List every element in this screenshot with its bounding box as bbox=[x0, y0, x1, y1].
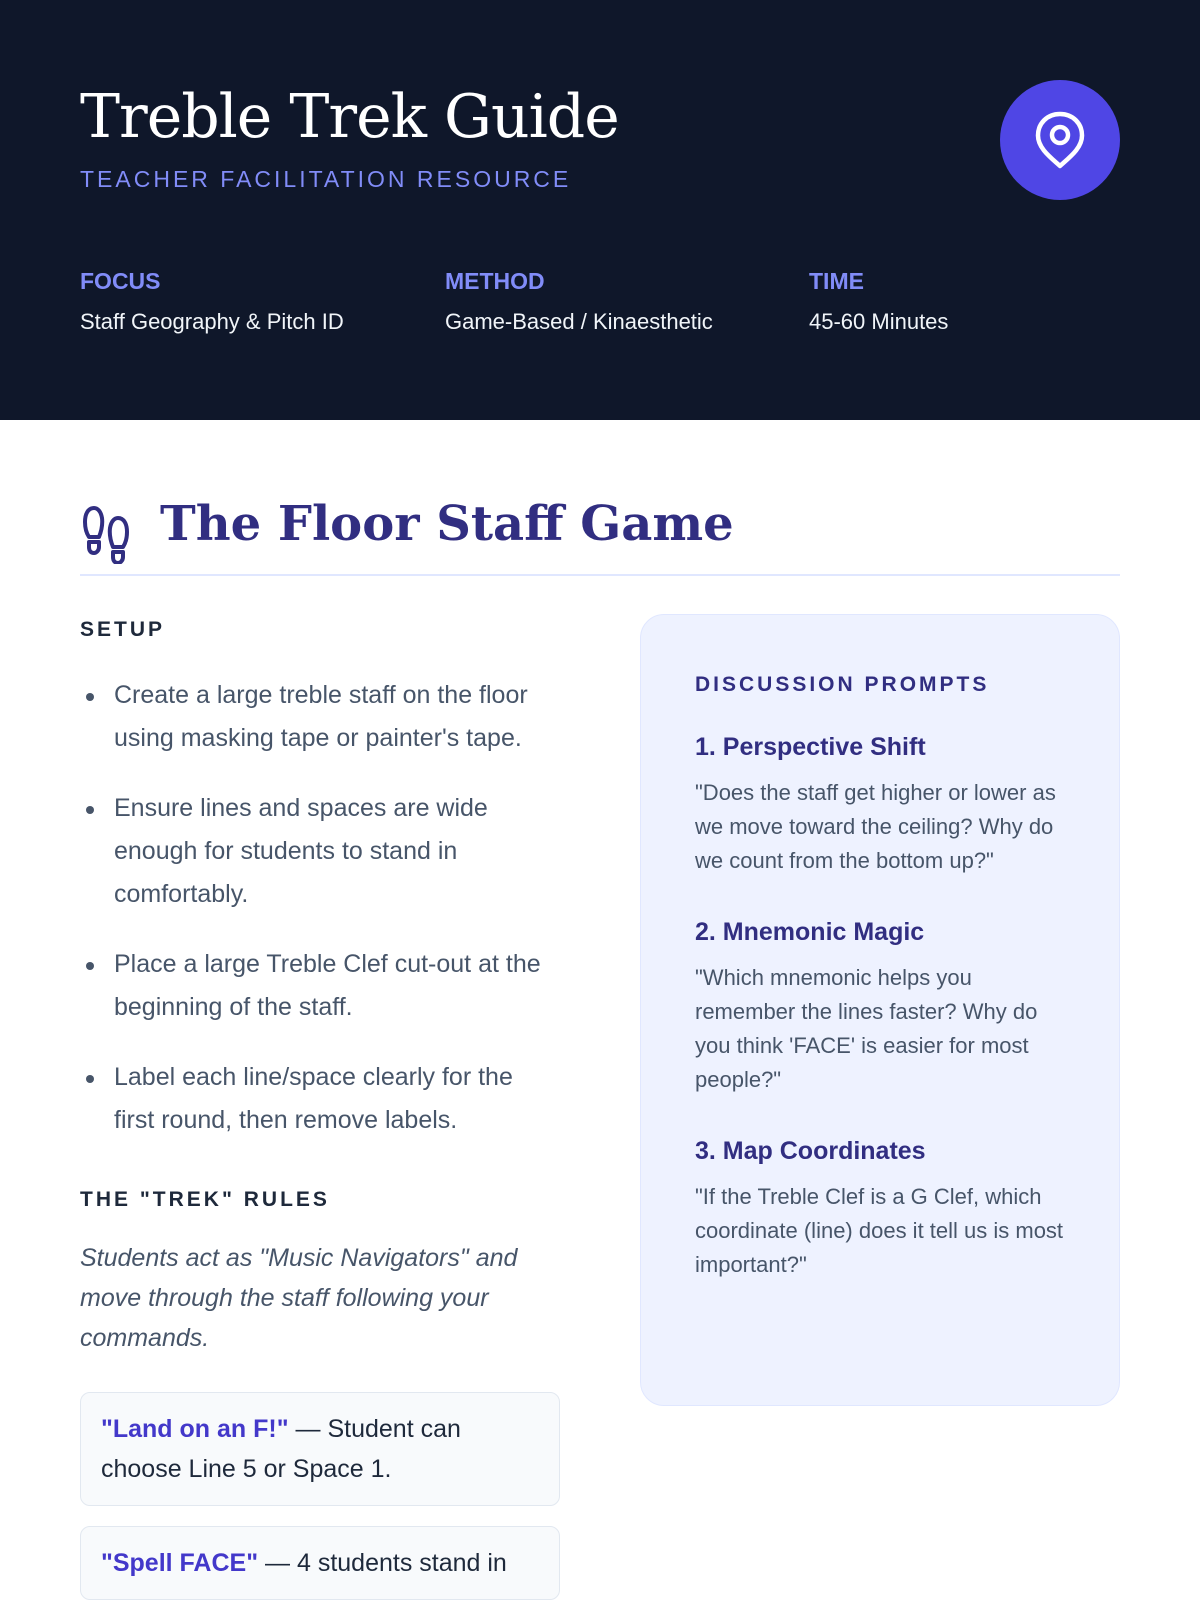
setup-item: Ensure lines and spaces are wide enough for students to stand in comfortably. bbox=[80, 787, 560, 916]
command-card bbox=[80, 1526, 560, 1600]
page-title: Treble Trek Guide bbox=[80, 82, 619, 152]
prompt-title: 3. Map Coordinates bbox=[695, 1137, 926, 1165]
meta-method-value: Game-Based / Kinaesthetic bbox=[445, 309, 713, 334]
footprints-icon bbox=[80, 504, 132, 564]
section-title: The Floor Staff Game bbox=[160, 496, 734, 552]
map-pin-icon bbox=[1032, 110, 1088, 170]
command-key: "Land on an F!" bbox=[101, 1415, 289, 1443]
prompt-title: 1. Perspective Shift bbox=[695, 733, 926, 761]
header-banner bbox=[0, 0, 1200, 420]
command-key: "Spell FACE" bbox=[101, 1549, 259, 1577]
page-subtitle: TEACHER FACILITATION RESOURCE bbox=[80, 166, 572, 192]
command-text: — 4 students stand in bbox=[258, 1549, 507, 1577]
discussion-prompt bbox=[695, 1137, 1065, 1282]
prompt-text: "Does the staff get higher or lower as we move toward the ceiling? Why do we count from the bottom up?" bbox=[695, 780, 1056, 873]
discussion-heading: DISCUSSION PROMPTS bbox=[695, 673, 990, 696]
prompt-text: "If the Treble Clef is a G Clef, which coordinate (line) does it tell us is most important?" bbox=[695, 1184, 1064, 1277]
meta-method-label: METHOD bbox=[445, 268, 545, 294]
command-text: — Student can choose Line 5 or Space 1. bbox=[101, 1415, 461, 1483]
prompt-title: 2. Mnemonic Magic bbox=[695, 918, 925, 946]
meta-focus-value: Staff Geography & Pitch ID bbox=[80, 309, 344, 334]
rules-intro: Students act as "Music Navigators" and move through the staff following your commands. bbox=[80, 1244, 518, 1352]
setup-item: Create a large treble staff on the floor using masking tape or painter's tape. bbox=[80, 674, 560, 760]
map-pin-badge bbox=[1000, 80, 1120, 200]
meta-method bbox=[445, 268, 713, 335]
command-card bbox=[80, 1392, 560, 1506]
setup-heading: SETUP bbox=[80, 618, 166, 641]
setup-list bbox=[80, 674, 560, 1142]
discussion-card bbox=[640, 614, 1120, 1406]
setup-item: Place a large Treble Clef cut-out at the beginning of the staff. bbox=[80, 943, 560, 1029]
setup-column bbox=[80, 618, 560, 1600]
discussion-prompt bbox=[695, 918, 1065, 1097]
section-header bbox=[80, 496, 1120, 576]
meta-time bbox=[809, 268, 948, 335]
meta-time-label: TIME bbox=[809, 268, 864, 294]
prompt-text: "Which mnemonic helps you remember the lines faster? Why do you think 'FACE' is easier for most people?" bbox=[695, 965, 1038, 1092]
meta-time-value: 45-60 Minutes bbox=[809, 309, 949, 334]
discussion-prompt bbox=[695, 733, 1065, 878]
meta-focus-label: FOCUS bbox=[80, 268, 161, 294]
meta-focus bbox=[80, 268, 344, 335]
setup-item: Label each line/space clearly for the first round, then remove labels. bbox=[80, 1056, 560, 1142]
rules-heading: THE "TREK" RULES bbox=[80, 1188, 330, 1211]
